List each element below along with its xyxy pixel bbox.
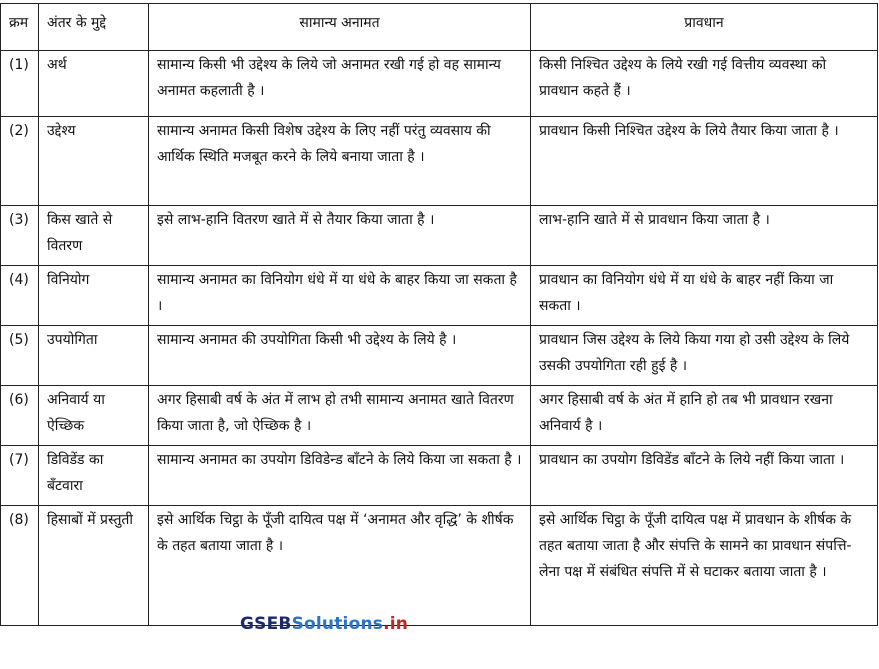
row-number: (2)	[1, 117, 39, 206]
row-general-reserve: इसे आर्थिक चिट्ठा के पूँजी दायित्व पक्ष में ‘अनामत और वृद्धि’ के शीर्षक के तहत बताया जाता है ।	[149, 506, 531, 626]
comparison-table	[0, 3, 878, 626]
row-point: उद्देश्य	[39, 117, 149, 206]
row-provision: किसी निश्चित उद्देश्य के लिये रखी गई वित्तीय व्यवस्था को प्रावधान कहते हैं ।	[531, 51, 878, 117]
table-row	[1, 206, 878, 266]
watermark-part-3: .in	[383, 614, 409, 634]
row-point: अनिवार्य या ऐच्छिक	[39, 386, 149, 446]
row-provision: लाभ-हानि खाते में से प्रावधान किया जाता है ।	[531, 206, 878, 266]
header-provision: प्रावधान	[531, 4, 878, 51]
header-general-reserve: सामान्य अनामत	[149, 4, 531, 51]
row-provision: प्रावधान का विनियोग धंधे में या धंधे के बाहर नहीं किया जा सकता ।	[531, 266, 878, 326]
row-number: (7)	[1, 446, 39, 506]
table-row	[1, 117, 878, 206]
row-point: अर्थ	[39, 51, 149, 117]
table-row	[1, 51, 878, 117]
row-point: हिसाबों में प्रस्तुती	[39, 506, 149, 626]
row-number: (3)	[1, 206, 39, 266]
watermark-part-1: GSEB	[240, 614, 292, 634]
header-row	[1, 4, 878, 51]
row-point: डिविडेंड का बँटवारा	[39, 446, 149, 506]
row-provision: प्रावधान जिस उद्देश्य के लिये किया गया हो उसी उद्देश्य के लिये उसकी उपयोगिता रही हुई है ।	[531, 326, 878, 386]
row-number: (5)	[1, 326, 39, 386]
row-number: (1)	[1, 51, 39, 117]
row-general-reserve: सामान्य किसी भी उद्देश्य के लिये जो अनामत रखी गई हो वह सामान्य अनामत कहलाती है ।	[149, 51, 531, 117]
row-general-reserve: अगर हिसाबी वर्ष के अंत में लाभ हो तभी सामान्य अनामत खाते वितरण किया जाता है, जो ऐच्छिक है ।	[149, 386, 531, 446]
row-number: (6)	[1, 386, 39, 446]
header-serial: क्रम	[1, 4, 39, 51]
table-row	[1, 266, 878, 326]
row-number: (8)	[1, 506, 39, 626]
site-watermark	[240, 614, 408, 634]
row-provision: इसे आर्थिक चिट्ठा के पूँजी दायित्व पक्ष में प्रावधान के शीर्षक के तहत बताया जाता है और संपत्ति के सामने का प्रावधान संपत्ति-लेना पक्ष में संबंधित संपत्ति में से घटाकर बताया जाता है ।	[531, 506, 878, 626]
row-point: विनियोग	[39, 266, 149, 326]
row-general-reserve: सामान्य अनामत किसी विशेष उद्देश्य के लिए नहीं परंतु व्यवसाय की आर्थिक स्थिति मजबूत करने के लिये बनाया जाता है ।	[149, 117, 531, 206]
row-number: (4)	[1, 266, 39, 326]
row-general-reserve: सामान्य अनामत का उपयोग डिविडेन्ड बाँटने के लिये किया जा सकता है ।	[149, 446, 531, 506]
row-general-reserve: इसे लाभ-हानि वितरण खाते में से तैयार किया जाता है ।	[149, 206, 531, 266]
row-provision: प्रावधान का उपयोग डिविडेंड बाँटने के लिये नहीं किया जाता ।	[531, 446, 878, 506]
row-provision: प्रावधान किसी निश्चित उद्देश्य के लिये तैयार किया जाता है ।	[531, 117, 878, 206]
watermark-part-2: Solutions	[291, 614, 384, 634]
row-provision: अगर हिसाबी वर्ष के अंत में हानि हो तब भी प्रावधान रखना अनिवार्य है ।	[531, 386, 878, 446]
table-row	[1, 446, 878, 506]
table-row	[1, 386, 878, 446]
table-row	[1, 326, 878, 386]
row-general-reserve: सामान्य अनामत का विनियोग धंधे में या धंधे के बाहर किया जा सकता है ।	[149, 266, 531, 326]
row-general-reserve: सामान्य अनामत की उपयोगिता किसी भी उद्देश्य के लिये है ।	[149, 326, 531, 386]
table-row	[1, 506, 878, 626]
header-point: अंतर के मुद्दे	[39, 4, 149, 51]
row-point: किस खाते से वितरण	[39, 206, 149, 266]
row-point: उपयोगिता	[39, 326, 149, 386]
